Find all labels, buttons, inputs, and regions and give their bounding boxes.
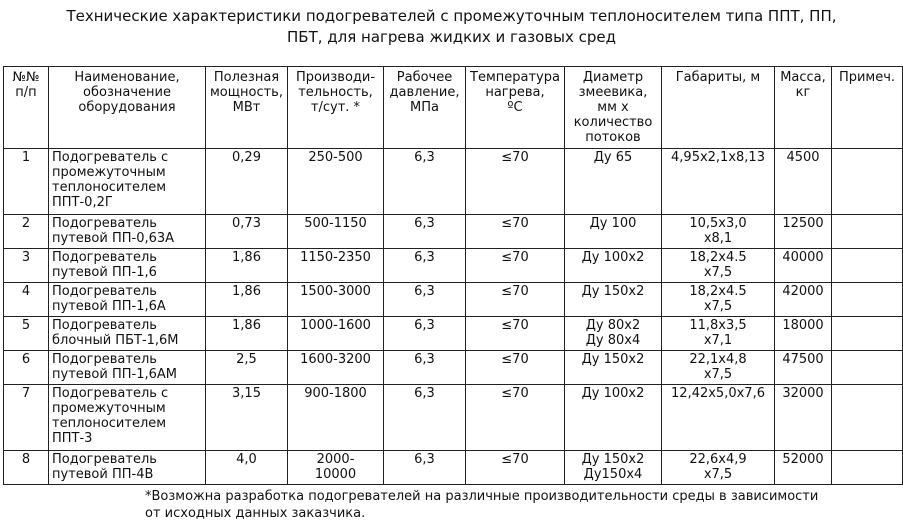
footnote <box>145 488 845 522</box>
cell-line: 18,2х4.5 <box>689 284 747 299</box>
cell-diameter <box>565 451 662 485</box>
cell-line: ППТ-0,2Г <box>52 195 113 210</box>
header-number <box>4 67 49 149</box>
cell-pressure: 6,3 <box>384 451 466 485</box>
cell-mass: 47500 <box>775 351 832 385</box>
header-line: Масса, <box>780 70 826 85</box>
header-line: обозначение <box>83 85 171 100</box>
cell-line: Ду150х4 <box>583 467 643 482</box>
cell-name <box>49 317 206 351</box>
cell-line: х7,1 <box>703 333 733 348</box>
cell-capacity <box>288 249 384 283</box>
header-line: мм х <box>597 100 629 115</box>
header-line: Температура <box>470 70 560 85</box>
header-line: Диаметр <box>582 70 644 85</box>
cell-power: 3,15 <box>206 385 288 451</box>
cell-line: 4,95х2,1х8,13 <box>671 150 765 165</box>
cell-num: 6 <box>4 351 49 385</box>
table-row <box>4 385 903 451</box>
cell-diameter <box>565 149 662 215</box>
header-line: кг <box>795 85 811 100</box>
table-row <box>4 215 903 249</box>
cell-pressure: 6,3 <box>384 385 466 451</box>
cell-temp: ≤70 <box>466 149 565 215</box>
header-line: потоков <box>585 130 641 145</box>
cell-line: Ду 65 <box>593 150 633 165</box>
cell-line: х7,5 <box>703 265 733 280</box>
cell-mass: 4500 <box>775 149 832 215</box>
cell-name <box>49 451 206 485</box>
cell-num: 2 <box>4 215 49 249</box>
table-row <box>4 351 903 385</box>
cell-note <box>832 317 903 351</box>
table-header-row <box>4 67 903 149</box>
cell-line: х7,5 <box>703 467 733 482</box>
cell-name <box>49 283 206 317</box>
cell-line: промежуточным <box>52 165 166 180</box>
cell-capacity <box>288 351 384 385</box>
cell-line: 500-1150 <box>304 216 367 231</box>
cell-power: 1,86 <box>206 283 288 317</box>
cell-note <box>832 215 903 249</box>
header-line: Рабочее <box>396 70 453 85</box>
header-line: т/сут. * <box>310 100 361 115</box>
cell-line: 900-1800 <box>304 386 367 401</box>
header-dimensions <box>662 67 775 149</box>
cell-line: 2000- <box>316 452 355 467</box>
cell-line: блочный ПБТ-1,6М <box>52 333 179 348</box>
cell-line: 1000-1600 <box>300 318 371 333</box>
cell-line: Подогреватель <box>52 352 157 367</box>
cell-power: 2,5 <box>206 351 288 385</box>
cell-num: 3 <box>4 249 49 283</box>
cell-pressure: 6,3 <box>384 215 466 249</box>
header-mass <box>775 67 832 149</box>
header-power <box>206 67 288 149</box>
cell-temp: ≤70 <box>466 385 565 451</box>
header-line: змеевика, <box>578 85 648 100</box>
cell-line: путевой ПП-1,6АМ <box>52 367 177 382</box>
cell-mass: 52000 <box>775 451 832 485</box>
header-capacity <box>288 67 384 149</box>
cell-name <box>49 351 206 385</box>
cell-capacity <box>288 215 384 249</box>
cell-temp: ≤70 <box>466 283 565 317</box>
cell-line: Ду 150х2 <box>581 352 645 367</box>
cell-power: 0,73 <box>206 215 288 249</box>
cell-line: промежуточным <box>52 401 166 416</box>
cell-diameter <box>565 249 662 283</box>
header-line: Примеч. <box>838 70 896 85</box>
footnote-line-1: *Возможна разработка подогревателей на различные производительности среды в зависимости <box>145 489 819 504</box>
cell-diameter <box>565 351 662 385</box>
cell-note <box>832 451 903 485</box>
table-row <box>4 451 903 485</box>
cell-pressure: 6,3 <box>384 317 466 351</box>
cell-line: 1600-3200 <box>300 352 371 367</box>
cell-diameter <box>565 317 662 351</box>
cell-num: 5 <box>4 317 49 351</box>
header-line: Производи- <box>295 70 376 85</box>
header-line: нагрева, <box>485 85 545 100</box>
cell-temp: ≤70 <box>466 317 565 351</box>
cell-capacity <box>288 451 384 485</box>
cell-name <box>49 149 206 215</box>
cell-pressure: 6,3 <box>384 249 466 283</box>
cell-mass: 18000 <box>775 317 832 351</box>
cell-line: 1150-2350 <box>300 250 371 265</box>
cell-line: Подогреватель <box>52 318 157 333</box>
cell-mass: 12500 <box>775 215 832 249</box>
cell-line: Подогреватель с <box>52 386 169 401</box>
cell-temp: ≤70 <box>466 351 565 385</box>
cell-mass: 32000 <box>775 385 832 451</box>
cell-diameter <box>565 385 662 451</box>
cell-line: х7,5 <box>703 367 733 382</box>
cell-line: путевой ПП-0,63А <box>52 231 175 246</box>
cell-num: 4 <box>4 283 49 317</box>
cell-power: 1,86 <box>206 249 288 283</box>
cell-line: Ду 150х2 <box>581 452 645 467</box>
cell-line: 12,42х5,0х7,6 <box>671 386 765 401</box>
cell-line: Ду 150х2 <box>581 284 645 299</box>
header-line: оборудования <box>78 100 176 115</box>
table-row <box>4 249 903 283</box>
cell-note <box>832 149 903 215</box>
cell-pressure: 6,3 <box>384 283 466 317</box>
cell-line: 22,1х4,8 <box>689 352 747 367</box>
header-name <box>49 67 206 149</box>
title-line-2: ПБТ, для нагрева жидких и газовых сред <box>287 28 616 46</box>
cell-dims <box>662 351 775 385</box>
cell-line: 250-500 <box>308 150 363 165</box>
cell-diameter <box>565 215 662 249</box>
cell-line: 10000 <box>314 467 357 482</box>
header-line: Наименование, <box>74 70 180 85</box>
cell-line: Подогреватель <box>52 284 157 299</box>
cell-temp: ≤70 <box>466 215 565 249</box>
specifications-table <box>3 66 903 485</box>
cell-line: путевой ПП-1,6 <box>52 265 157 280</box>
table-row <box>4 149 903 215</box>
header-line: Полезная <box>213 70 280 85</box>
cell-dims <box>662 385 775 451</box>
table-body <box>4 149 903 485</box>
header-pressure <box>384 67 466 149</box>
cell-pressure: 6,3 <box>384 351 466 385</box>
cell-line: путевой ПП-4В <box>52 467 154 482</box>
header-notes <box>832 67 903 149</box>
cell-dims <box>662 317 775 351</box>
cell-capacity <box>288 385 384 451</box>
header-line: Габариты, м <box>675 70 761 85</box>
cell-note <box>832 385 903 451</box>
table-row <box>4 317 903 351</box>
cell-num: 7 <box>4 385 49 451</box>
header-line: количество <box>573 115 653 130</box>
cell-note <box>832 351 903 385</box>
cell-line: ППТ-3 <box>52 431 93 446</box>
cell-line: х7,5 <box>703 299 733 314</box>
cell-line: х8,1 <box>703 231 733 246</box>
cell-power: 1,86 <box>206 317 288 351</box>
cell-line: 22,6х4,9 <box>689 452 747 467</box>
cell-note <box>832 249 903 283</box>
cell-line: путевой ПП-1,6А <box>52 299 166 314</box>
cell-mass: 40000 <box>775 249 832 283</box>
cell-mass: 42000 <box>775 283 832 317</box>
header-diameter <box>565 67 662 149</box>
table-row <box>4 283 903 317</box>
cell-note <box>832 283 903 317</box>
header-line: п/п <box>15 85 37 100</box>
cell-diameter <box>565 283 662 317</box>
cell-pressure: 6,3 <box>384 149 466 215</box>
cell-line: 11,8х3,5 <box>689 318 747 333</box>
cell-line: Подогреватель <box>52 250 157 265</box>
cell-line: Подогреватель <box>52 216 157 231</box>
cell-capacity <box>288 283 384 317</box>
cell-dims <box>662 149 775 215</box>
cell-temp: ≤70 <box>466 451 565 485</box>
footnote-line-2: от исходных данных заказчика. <box>145 506 366 521</box>
cell-name <box>49 215 206 249</box>
cell-capacity <box>288 317 384 351</box>
cell-dims <box>662 283 775 317</box>
header-line: давление, <box>389 85 460 100</box>
document-title <box>0 6 903 48</box>
cell-dims <box>662 451 775 485</box>
header-line: ºС <box>507 100 523 115</box>
cell-line: Ду 100х2 <box>581 250 645 265</box>
cell-capacity <box>288 149 384 215</box>
cell-line: Подогреватель <box>52 452 157 467</box>
cell-dims <box>662 249 775 283</box>
header-line: тельность, <box>298 85 373 100</box>
cell-line: 10,5х3,0 <box>689 216 747 231</box>
cell-line: Ду 80х4 <box>585 333 641 348</box>
cell-line: Ду 100 <box>589 216 637 231</box>
cell-line: Подогреватель с <box>52 150 169 165</box>
header-line: МПа <box>410 100 439 115</box>
header-line: №№ <box>12 70 40 85</box>
cell-name <box>49 385 206 451</box>
cell-temp: ≤70 <box>466 249 565 283</box>
cell-line: Ду 80х2 <box>585 318 641 333</box>
cell-line: Ду 100х2 <box>581 386 645 401</box>
cell-line: теплоносителем <box>52 416 167 431</box>
cell-num: 8 <box>4 451 49 485</box>
cell-line: 18,2х4.5 <box>689 250 747 265</box>
cell-power: 4,0 <box>206 451 288 485</box>
header-temperature <box>466 67 565 149</box>
header-line: мощность, <box>210 85 283 100</box>
cell-line: теплоносителем <box>52 180 167 195</box>
cell-name <box>49 249 206 283</box>
header-line: МВт <box>232 100 261 115</box>
cell-dims <box>662 215 775 249</box>
cell-num: 1 <box>4 149 49 215</box>
title-line-1: Технические характеристики подогревателей с промежуточным теплоносителем типа ППТ, ПП, <box>66 7 837 25</box>
cell-power: 0,29 <box>206 149 288 215</box>
cell-line: 1500-3000 <box>300 284 371 299</box>
